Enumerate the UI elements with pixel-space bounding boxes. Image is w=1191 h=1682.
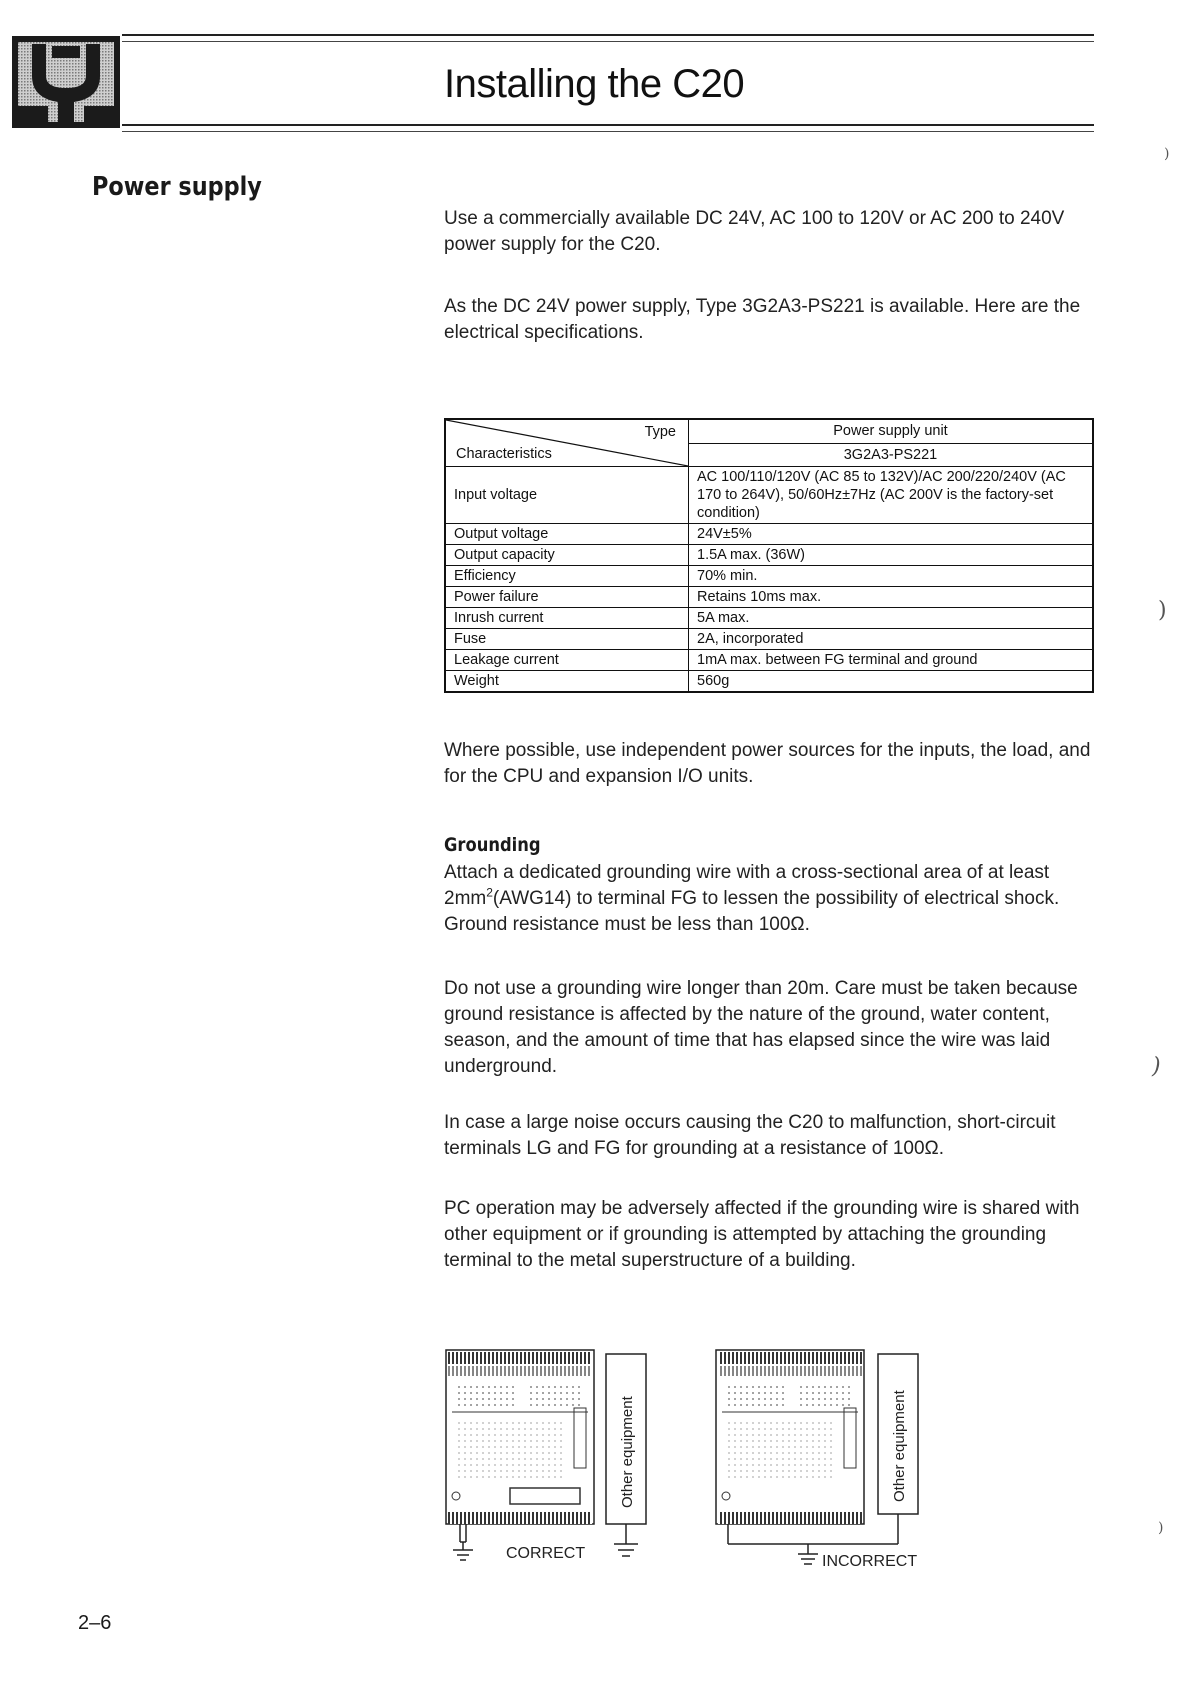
- table-row: [445, 566, 1093, 587]
- corner-characteristics-label: Characteristics: [456, 446, 552, 462]
- spec-value: 5A max.: [689, 608, 1094, 629]
- spec-rows: [445, 467, 1093, 693]
- header-rule-top: [122, 34, 1094, 36]
- spec-label: Input voltage: [445, 467, 689, 524]
- grounding-heading: Grounding: [444, 834, 541, 856]
- grounding-paragraph-4: PC operation may be adversely affected if the grounding wire is shared with other equipment or if grounding is attempted by attaching the grounding terminal to the metal superstructure of a building.: [444, 1198, 1080, 1271]
- caption-incorrect: INCORRECT: [822, 1553, 918, 1570]
- grounding-paragraph-2: Do not use a grounding wire longer than 20m. Care must be taken because ground resistance is affected by the nature of the ground, water content, season, and the amount of time that has elapsed since the wire was laid underground.: [444, 978, 1078, 1077]
- company-logo-icon: [12, 36, 120, 128]
- grounding-p1-text: Attach a dedicated grounding wire with a cross-sectional area of at least 2mm: [444, 862, 1050, 909]
- other-equipment-right: [878, 1354, 918, 1514]
- column-header: Power supply unit: [689, 419, 1094, 443]
- dc-supply-paragraph: As the DC 24V power supply, Type 3G2A3-PS221 is available. Here are the electrical specifications.: [444, 296, 1081, 343]
- grounding-paragraph-1: [444, 860, 1104, 938]
- header-rule-top-sub: [122, 41, 1094, 42]
- margin-mark: ): [1152, 1054, 1161, 1079]
- spec-label: Leakage current: [445, 650, 689, 671]
- table-row: [445, 629, 1093, 650]
- spec-value: 2A, incorporated: [689, 629, 1094, 650]
- page-number: 2–6: [78, 1612, 112, 1634]
- grounding-figure: [444, 1348, 964, 1588]
- spec-label: Power failure: [445, 587, 689, 608]
- table-row: [445, 467, 1093, 524]
- table-row: [445, 524, 1093, 545]
- header-rule-bottom-sub: [122, 131, 1094, 132]
- spec-label: Efficiency: [445, 566, 689, 587]
- column-model: 3G2A3-PS221: [689, 443, 1094, 466]
- pc-unit-left: [446, 1350, 594, 1524]
- spec-label: Fuse: [445, 629, 689, 650]
- header-rule-bottom: [122, 124, 1094, 126]
- spec-value: AC 100/110/120V (AC 85 to 132V)/AC 200/220/240V (AC 170 to 264V), 50/60Hz±7Hz (AC 200V is the factory-set condition): [689, 467, 1094, 524]
- margin-mark: ): [1158, 598, 1167, 623]
- spec-value: 1mA max. between FG terminal and ground: [689, 650, 1094, 671]
- table-row: [445, 650, 1093, 671]
- table-header-row: [445, 419, 1093, 443]
- caption-correct: CORRECT: [506, 1545, 586, 1562]
- table-row: [445, 587, 1093, 608]
- intro-paragraph: Use a commercially available DC 24V, AC 100 to 120V or AC 200 to 240V power supply for the C20.: [444, 208, 1065, 255]
- table-row: [445, 545, 1093, 566]
- grounding-paragraph-3: In case a large noise occurs causing the C20 to malfunction, short-circuit terminals LG and FG for grounding at a resistance of 100Ω.: [444, 1112, 1056, 1159]
- table-row: [445, 671, 1093, 693]
- spec-value: 560g: [689, 671, 1094, 693]
- grounding-p1-text-cont: (AWG14) to terminal FG to lessen the possibility of electrical shock. Ground resistance must be less than 100Ω.: [444, 888, 1060, 935]
- section-heading: Power supply: [92, 172, 262, 202]
- spec-label: Weight: [445, 671, 689, 693]
- pc-unit-right: [716, 1350, 864, 1524]
- margin-mark: ): [1164, 146, 1170, 162]
- spec-value: 70% min.: [689, 566, 1094, 587]
- spec-label: Output voltage: [445, 524, 689, 545]
- table-row: [445, 608, 1093, 629]
- spec-table: [444, 418, 1094, 693]
- other-equipment-left: [606, 1354, 646, 1556]
- table-corner-cell: [445, 419, 689, 467]
- independent-paragraph: Where possible, use independent power sources for the inputs, the load, and for the CPU and expansion I/O units.: [444, 740, 1091, 787]
- other-equipment-left-label: Other equipment: [619, 1396, 636, 1508]
- other-equipment-right-label: Other equipment: [891, 1390, 908, 1502]
- margin-mark: ): [1158, 1520, 1164, 1536]
- spec-label: Output capacity: [445, 545, 689, 566]
- spec-value: Retains 10ms max.: [689, 587, 1094, 608]
- ground-left: [453, 1524, 473, 1560]
- spec-value: 24V±5%: [689, 524, 1094, 545]
- page-title: Installing the C20: [444, 62, 745, 106]
- grounding-p1-superscript: 2: [486, 885, 493, 900]
- spec-label: Inrush current: [445, 608, 689, 629]
- spec-value: 1.5A max. (36W): [689, 545, 1094, 566]
- corner-type-label: Type: [644, 424, 676, 440]
